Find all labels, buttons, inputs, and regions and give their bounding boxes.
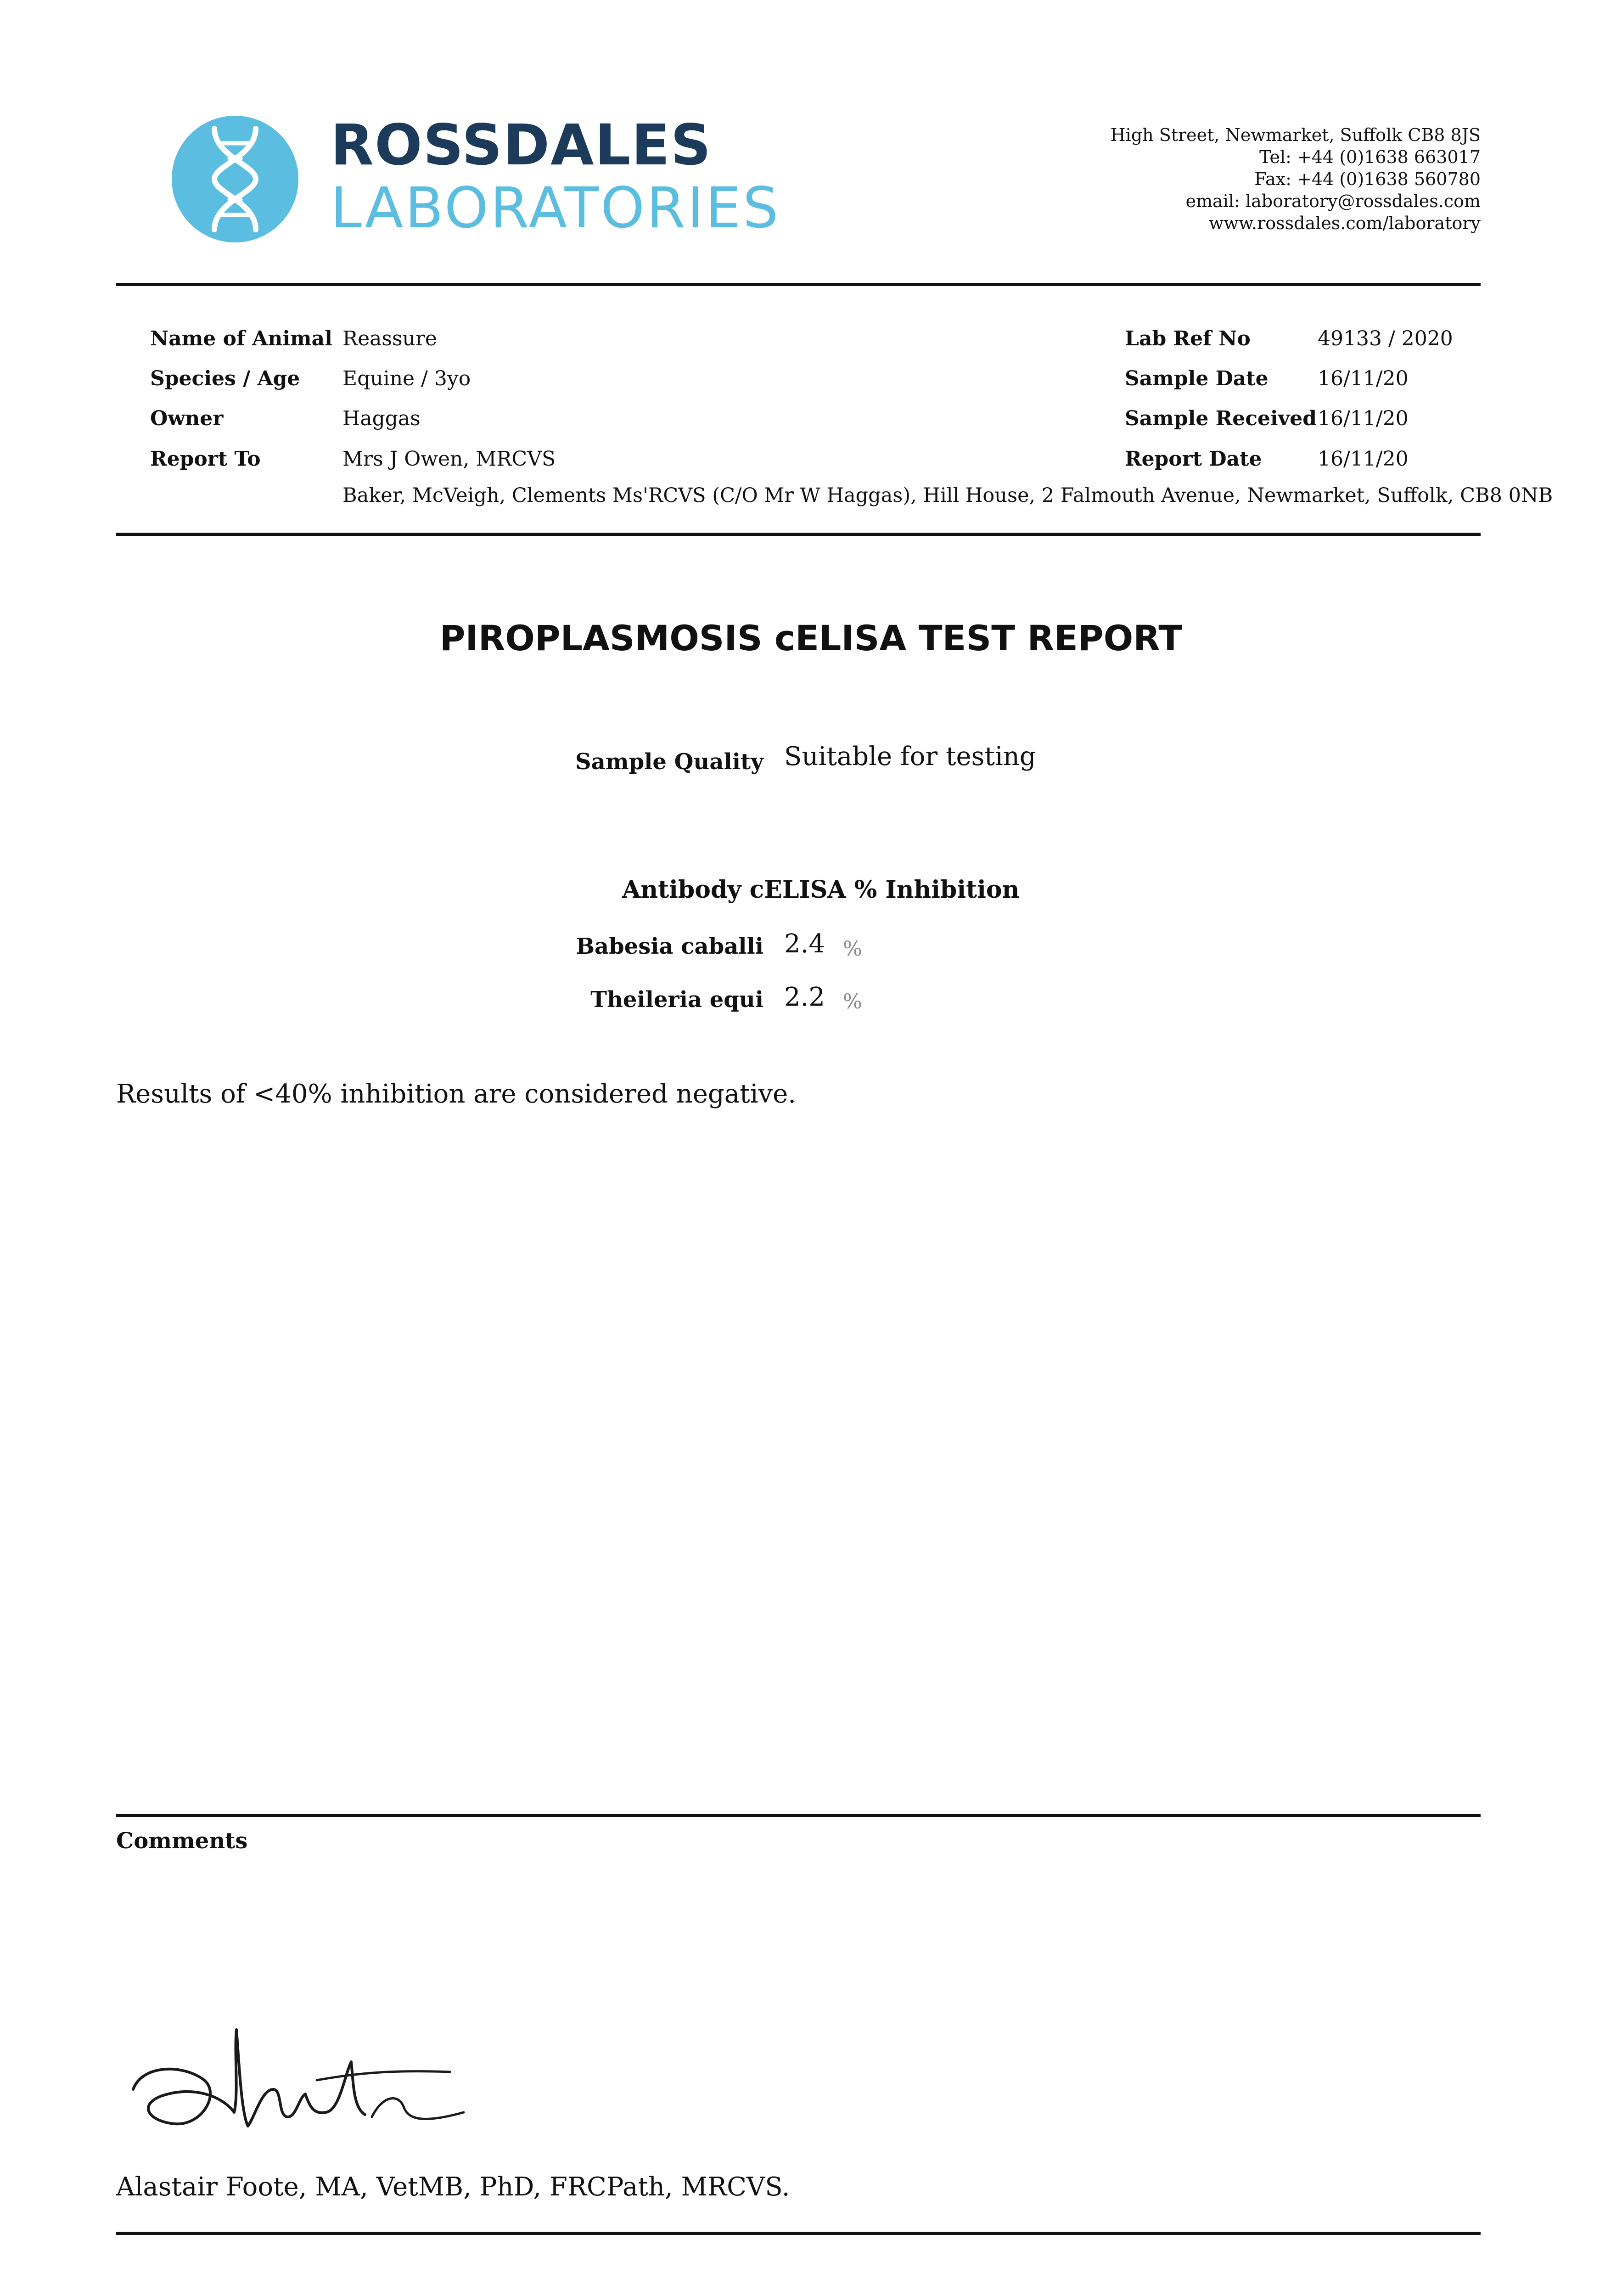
brand-name-line2: LABORATORIES [331, 175, 780, 241]
theileria-equi-unit: % [843, 990, 862, 1013]
footer-divider [116, 2232, 1481, 2235]
address-line: High Street, Newmarket, Suffolk CB8 8JS [1110, 125, 1481, 145]
email-line[interactable]: email: laboratory@rossdales.com [1185, 191, 1481, 211]
sample-date-label: Sample Date [1125, 367, 1268, 390]
fax-line: Fax: +44 (0)1638 560780 [1254, 169, 1481, 189]
telephone-line: Tel: +44 (0)1638 663017 [1259, 147, 1481, 167]
dna-helix-icon [171, 115, 299, 243]
comments-label: Comments [116, 1828, 248, 1854]
babesia-caballi-unit: % [843, 937, 862, 961]
babesia-caballi-value: 2.4 [784, 929, 825, 959]
species-age-value: Equine / 3yo [342, 367, 471, 390]
brand-name-line1: ROSSDALES [331, 113, 712, 178]
details-divider [116, 533, 1481, 536]
signatory-name: Alastair Foote, MA, VetMB, PhD, FRCPath, MRCVS. [116, 2172, 790, 2202]
report-to-address: Baker, McVeigh, Clements Ms'RCVS (C/O Mr W Haggas), Hill House, 2 Falmouth Avenue, Newmarket, Suffolk, CB8 0NB [342, 484, 1553, 507]
sample-received-label: Sample Received [1125, 407, 1317, 430]
report-to-value: Mrs J Owen, MRCVS [342, 447, 556, 471]
babesia-caballi-label: Babesia caballi [576, 934, 763, 959]
website-line[interactable]: www.rossdales.com/laboratory [1208, 213, 1481, 233]
name-of-animal-label: Name of Animal [150, 327, 332, 350]
name-of-animal-value: Reassure [342, 327, 437, 350]
owner-label: Owner [150, 407, 224, 430]
report-date-label: Report Date [1125, 447, 1262, 471]
sample-quality-value: Suitable for testing [784, 742, 1036, 771]
antibody-heading: Antibody cELISA % Inhibition [622, 876, 1020, 904]
header-divider [116, 283, 1481, 286]
species-age-label: Species / Age [150, 367, 300, 390]
lab-ref-label: Lab Ref No [1125, 327, 1251, 350]
owner-value: Haggas [342, 407, 421, 430]
comments-divider [116, 1814, 1481, 1817]
interpretation-note: Results of <40% inhibition are considered negative. [116, 1079, 797, 1109]
lab-ref-value: 49133 / 2020 [1318, 327, 1453, 350]
report-title: PIROPLASMOSIS cELISA TEST REPORT [439, 618, 1183, 658]
sample-quality-label: Sample Quality [575, 749, 763, 775]
theileria-equi-label: Theileria equi [590, 987, 763, 1013]
sample-date-value: 16/11/20 [1318, 367, 1409, 390]
signature-image [124, 2020, 473, 2149]
report-date-value: 16/11/20 [1318, 447, 1409, 471]
contact-block [1111, 124, 1481, 234]
theileria-equi-value: 2.2 [784, 982, 825, 1012]
report-to-label: Report To [150, 447, 261, 471]
sample-received-value: 16/11/20 [1318, 407, 1409, 430]
